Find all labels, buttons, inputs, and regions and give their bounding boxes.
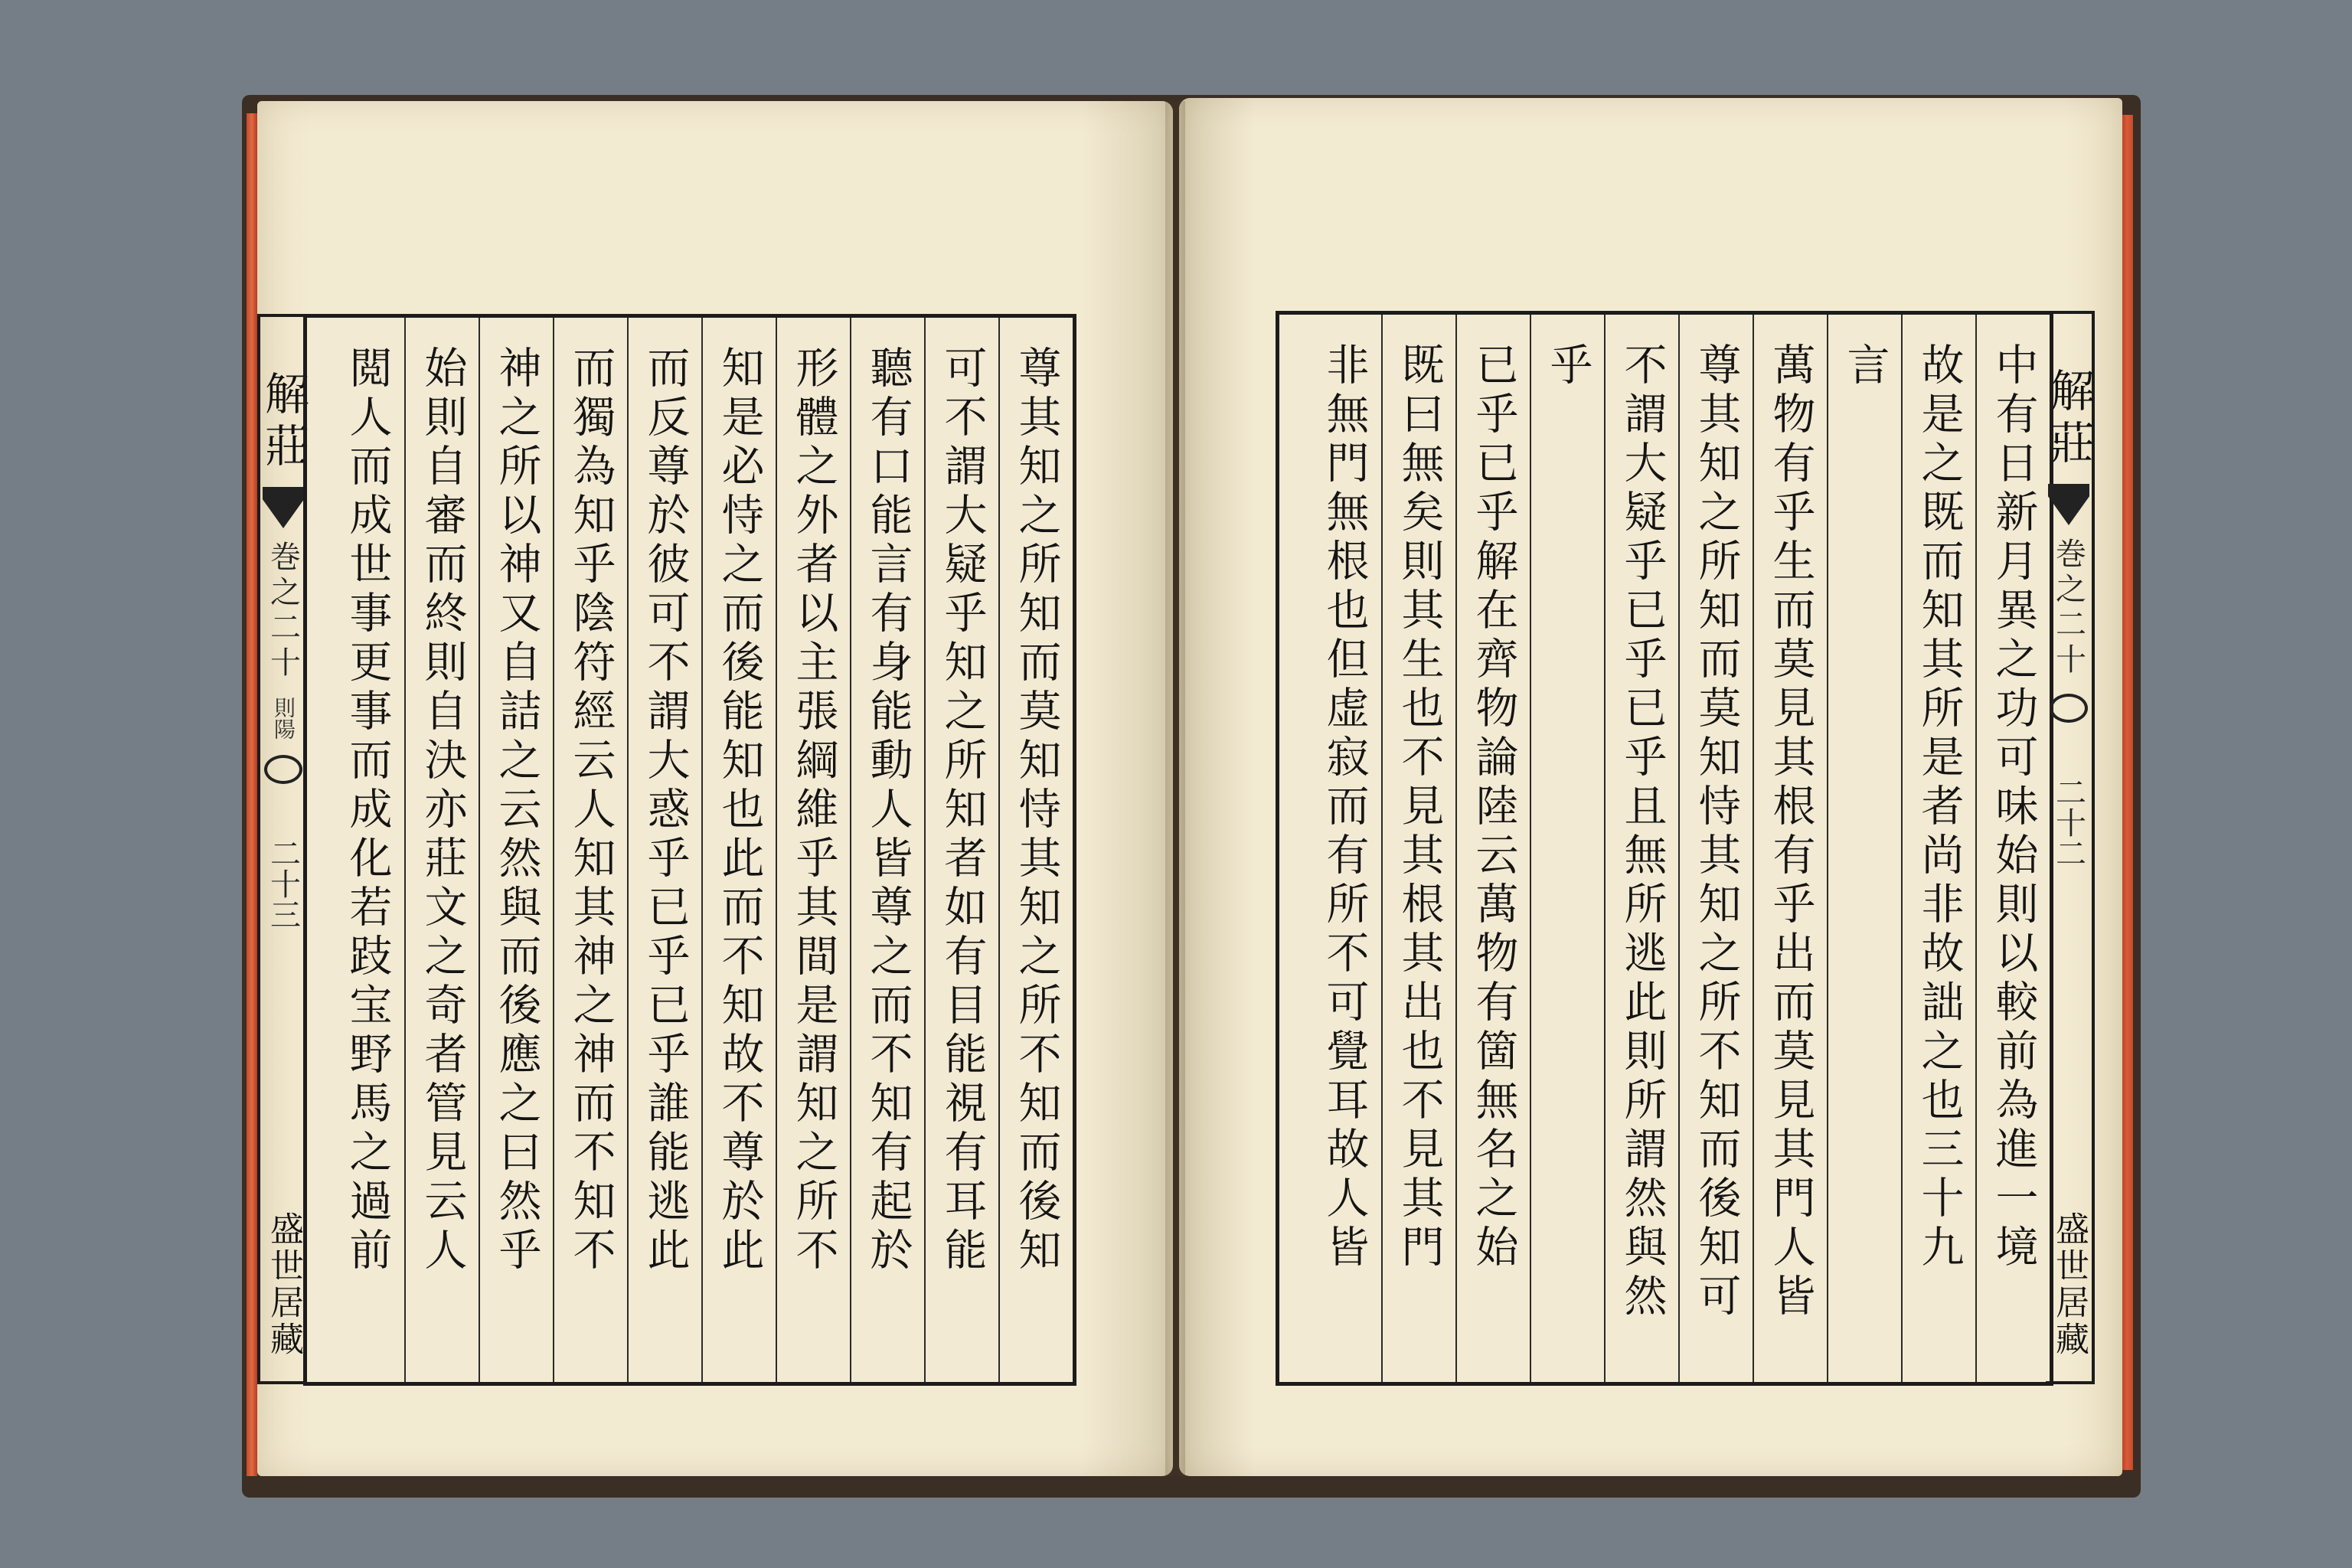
column-text: 乎 — [1543, 342, 1593, 391]
left-margin-page-number: 二十三 — [265, 838, 301, 929]
text-column — [1827, 315, 1901, 1382]
book-edge-left — [247, 113, 257, 1476]
right-margin-page-number: 二十二 — [2050, 776, 2086, 868]
column-text: 而反尊於彼可不謂大惑乎已乎已乎誰能逃此 — [640, 345, 691, 1276]
column-text: 非無門無根也但虚寂而有所不可覺耳故人皆 — [1319, 342, 1370, 1273]
ornament-icon — [2050, 694, 2088, 723]
text-column — [924, 318, 998, 1382]
column-text: 聽有口能言有身能動人皆尊之而不知有起於 — [863, 345, 913, 1276]
text-column — [1307, 315, 1381, 1382]
left-margin-volume: 巻之二十 — [265, 541, 301, 681]
right-page-margin — [2043, 311, 2095, 1384]
column-text: 神之所以神又自詰之云然與而後應之曰然乎 — [492, 345, 542, 1276]
column-text: 故是之既而知其所是者尚非故詘之也三十九 — [1914, 342, 1965, 1273]
column-text: 尊其知之所知而莫知恃其知之所不知而後知可 — [1691, 342, 1742, 1322]
column-text: 而獨為知乎陰符經云人知其神之神而不知不 — [566, 345, 616, 1276]
text-column — [1901, 315, 1975, 1382]
right-margin-volume: 巻之二十 — [2050, 537, 2086, 678]
text-column — [1678, 315, 1753, 1382]
column-text: 形體之外者以主張綱維乎其間是謂知之所不 — [789, 345, 839, 1276]
column-text: 始則自審而終則自決亦莊文之奇者管見云人 — [417, 345, 468, 1276]
text-column — [330, 318, 404, 1382]
column-text: 可不謂大疑乎知之所知者如有目能視有耳能 — [937, 345, 988, 1276]
right-text-frame — [1276, 311, 2053, 1386]
text-column — [1975, 315, 2050, 1382]
text-column — [1455, 315, 1530, 1382]
left-margin-press-mark: 盛世居藏 — [264, 1211, 303, 1358]
text-column — [776, 318, 850, 1382]
text-column — [998, 318, 1073, 1382]
left-margin-title: 解莊 — [257, 371, 309, 475]
text-column — [850, 318, 924, 1382]
book-edge-right — [2121, 115, 2133, 1470]
text-column — [479, 318, 553, 1382]
right-margin-press-mark: 盛世居藏 — [2050, 1211, 2089, 1358]
text-column — [701, 318, 776, 1382]
column-text: 萬物有乎生而莫見其根有乎出而莫見其門人皆 — [1766, 342, 1816, 1322]
column-text: 已乎已乎解在齊物論陸云萬物有箇無名之始 — [1468, 342, 1519, 1273]
column-text: 中有日新月異之功可味始則以較前為進一境 — [1988, 342, 2039, 1273]
text-column — [627, 318, 701, 1382]
column-text: 尊其知之所知而莫知恃其知之所不知而後知 — [1011, 345, 1062, 1276]
book-gutter — [1165, 101, 1185, 1476]
right-margin-title: 解莊 — [2043, 368, 2095, 472]
left-margin-section: 則陽 — [271, 697, 296, 740]
fish-tail-mark-icon — [263, 487, 304, 528]
text-column — [553, 318, 627, 1382]
column-text: 知是必恃之而後能知也此而不知故不尊於此 — [714, 345, 765, 1276]
text-column — [1604, 315, 1678, 1382]
fish-tail-mark-icon — [2048, 484, 2089, 525]
column-text: 言 — [1840, 342, 1890, 391]
text-column — [1753, 315, 1827, 1382]
text-column — [1530, 315, 1604, 1382]
ornament-icon — [264, 755, 302, 784]
text-column — [1381, 315, 1455, 1382]
column-text: 不謂大疑乎已乎已乎且無所逃此則所謂然與然 — [1617, 342, 1668, 1322]
column-text: 閲人而成世事更事而成化若跂宝野馬之過前 — [342, 345, 393, 1276]
column-text: 既曰無矣則其生也不見其根其出也不見其門 — [1394, 342, 1445, 1273]
text-column — [404, 318, 479, 1382]
left-text-frame — [303, 314, 1076, 1386]
left-page-margin — [257, 314, 309, 1384]
